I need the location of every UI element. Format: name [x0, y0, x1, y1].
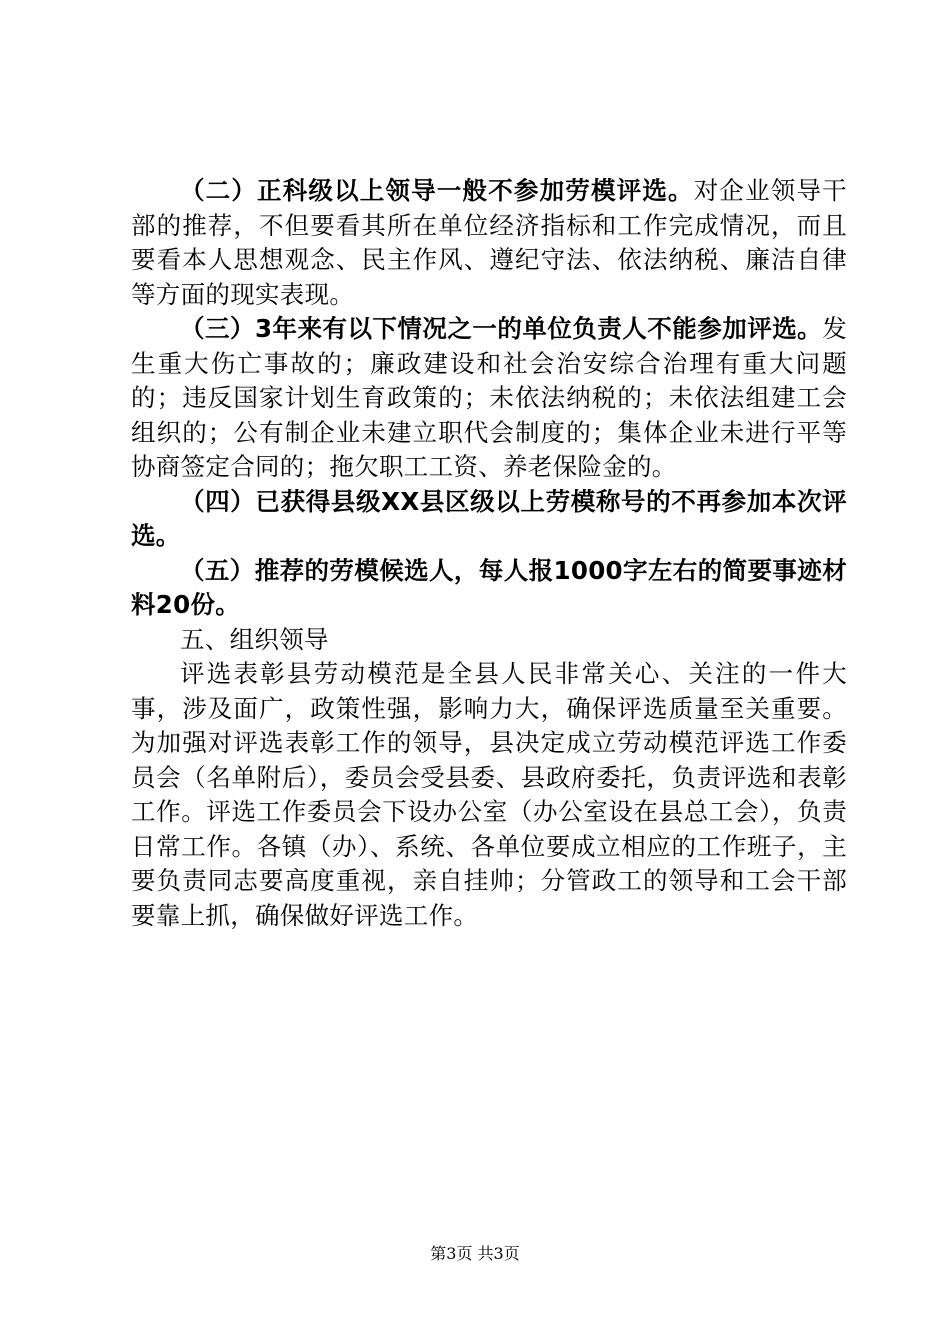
paragraph-heading: （五）推荐的劳模候选人，每人报1000字左右的简要事迹材料20份。	[131, 555, 847, 619]
paragraph-organization	[131, 657, 847, 933]
document-body	[131, 174, 847, 933]
paragraph-heading: （四）已获得县级XX县区级以上劳模称号的不再参加本次评选。	[131, 486, 847, 550]
section-heading	[131, 623, 847, 658]
paragraph-item-2	[131, 174, 847, 312]
paragraph-heading: （二）正科级以上领导一般不参加劳模评选。	[180, 176, 694, 205]
section-heading-text: 五、组织领导	[180, 624, 329, 654]
paragraph-text: 评选表彰县劳动模范是全县人民非常关心、关注的一件大事，涉及面广，政策性强，影响力大，确保评选质量至关重要。为加强对评选表彰工作的领导，县决定成立劳动模范评选工作委员会（名单附后），委员会受县委、县政府委托，负责评选和表彰工作。评选工作委员会下设办公室（办公室设在县总工会），负责日常工作。各镇（办）、系统、各单位要成立相应的工作班子，主要负责同志要高度重视，亲自挂帅；分管政工的领导和工会干部要靠上抓，确保做好评选工作。	[131, 659, 847, 930]
paragraph-item-4	[131, 485, 847, 554]
paragraph-text: 对企业领导干部的推荐，不但要看其所在单位经济指标和工作完成情况，而且要看本人思想观念、民主作风、遵纪守法、依法纳税、廉洁自律等方面的现实表现。	[131, 176, 847, 309]
paragraph-text: 发生重大伤亡事故的；廉政建设和社会治安综合治理有重大问题的；违反国家计划生育政策的；未依法纳税的；未依法组建工会组织的；公有制企业未建立职代会制度的；集体企业未进行平等协商签定合同的；拖欠职工工资、养老保险金的。	[131, 314, 847, 481]
paragraph-item-3	[131, 312, 847, 485]
page-number-footer: 第3页 共3页	[430, 1244, 520, 1263]
paragraph-item-5	[131, 554, 847, 623]
paragraph-heading: （三）3年来有以下情况之一的单位负责人不能参加评选。	[180, 314, 823, 343]
